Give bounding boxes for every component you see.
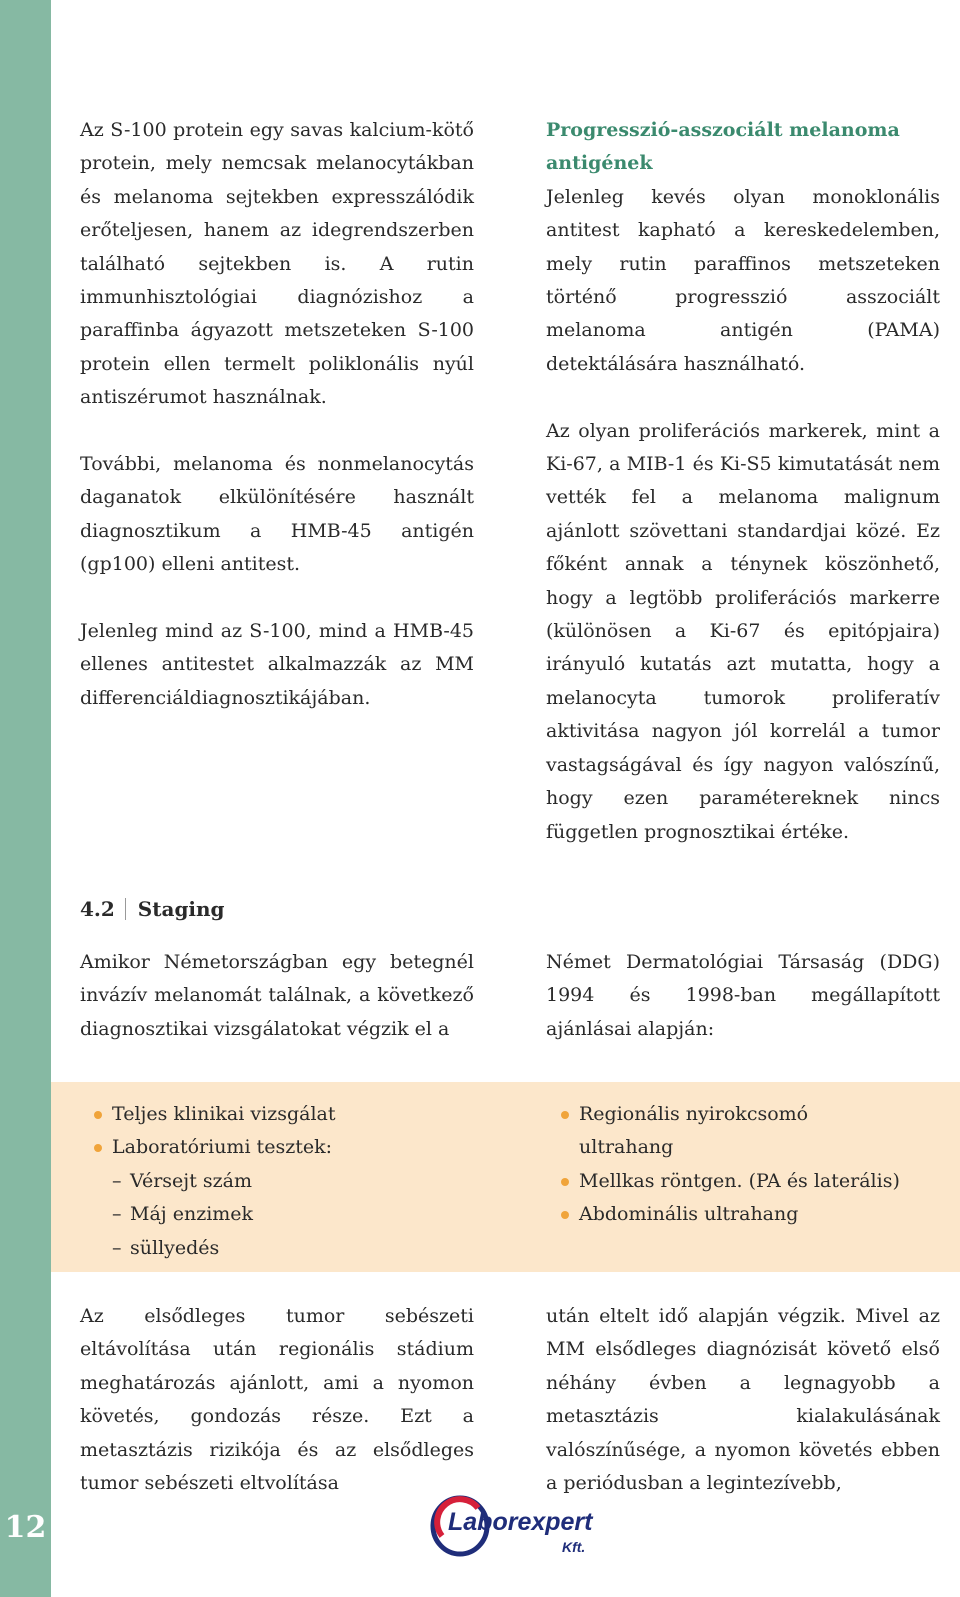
bullet-icon bbox=[94, 1144, 102, 1152]
left-column-top bbox=[80, 114, 474, 715]
dash-icon: – bbox=[112, 1203, 122, 1226]
paragraph-pama: Jelenleg kevés olyan monoklonális antitest kapható a kereskedelemben, mely rutin paraffinos metszeteken történő progresszió asszociált melanoma antigén (PAMA) detektálására használható. bbox=[546, 185, 940, 375]
staging-intro-left-text: Amikor Németországban egy betegnél invázív melanomát találnak, a következő diagnosztikai vizsgálatokat végzik el a bbox=[80, 951, 474, 1040]
bottom-paragraph-left: Az elsődleges tumor sebészeti eltávolítása után regionális stádium meghatározás ajánlott, ami a nyomon követés, gondozás része. Ezt a metasztázis rizikója és az elsődleges tumor sebészeti eltvolítása bbox=[80, 1305, 474, 1495]
sub-list-item: – Máj enzimek bbox=[94, 1198, 474, 1231]
heading-divider bbox=[125, 898, 126, 920]
dash-icon: – bbox=[112, 1236, 122, 1259]
list-item: Mellkas röntgen. (PA és laterális) bbox=[561, 1165, 941, 1198]
list-item: Regionális nyirokcsomó ultrahang bbox=[561, 1098, 819, 1165]
list-item: Teljes klinikai vizsgálat bbox=[94, 1098, 474, 1131]
paragraph-differential: Jelenleg mind az S-100, mind a HMB-45 ellenes antitestet alkalmazzák az MM differenciáldiagnosztikájában. bbox=[80, 620, 474, 709]
right-column-top bbox=[546, 114, 940, 849]
page-number: 12 bbox=[4, 1510, 47, 1545]
laborexpert-logo bbox=[428, 1492, 608, 1564]
bottom-text-right bbox=[546, 1300, 940, 1500]
staging-intro-right bbox=[546, 946, 940, 1046]
bottom-paragraph-right: után eltelt idő alapján végzik. Mivel az MM elsődleges diagnózisát követő első néhány évben a legnagyobb a metasztázis kialakulásának valószínűsége, a nyomon követés ebben a periódusban a legintezívebb, bbox=[546, 1305, 940, 1495]
paragraph-proliferation: Az olyan proliferációs markerek, mint a Ki-67, a MIB-1 és Ki-S5 kimutatását nem vették fel a melanoma malignum ajánlott szövettani standardjai közé. Ez főként annak a ténynek köszönhető, hogy a legtöbb proliferációs markerre (különösen a Ki-67 és epitópjaira) irányuló kutatás azt mutatta, hogy a melanocyta tumorok proliferatív aktivitása nagyon jól korrelál a tumor vastagságával és így nagyon valószínű, hogy ezen paramétereknek nincs független prognosztikai értéke. bbox=[546, 419, 940, 843]
bottom-text-left bbox=[80, 1300, 474, 1500]
bullet-icon bbox=[94, 1111, 102, 1119]
staging-intro-right-text: Német Dermatológiai Társaság (DDG) 1994 és 1998-ban megállapított ajánlásai alapján: bbox=[546, 951, 940, 1040]
exam-list-left bbox=[94, 1098, 474, 1265]
list-item: Abdominális ultrahang bbox=[561, 1198, 941, 1231]
staging-intro-left bbox=[80, 946, 474, 1046]
subheading-pama: Progresszió-asszociált melanoma antigének bbox=[546, 119, 900, 175]
dash-icon: – bbox=[112, 1169, 122, 1192]
sub-list-item: – Vérsejt szám bbox=[94, 1165, 474, 1198]
section-number: 4.2 bbox=[80, 897, 115, 921]
section-heading bbox=[80, 895, 225, 923]
paragraph-s100: Az S-100 protein egy savas kalcium-kötő protein, mely nemcsak melanocytákban és melanoma sejtekben expresszálódik erőteljesen, hanem az idegrendszerben található sejtekben is. A rutin immunhisztológiai diagnózishoz a paraffinba ágyazott metszeteken S-100 protein ellen termelt poliklonális nyúl antiszérumot használnak. bbox=[80, 119, 474, 409]
bullet-icon bbox=[561, 1111, 569, 1119]
paragraph-hmb45: További, melanoma és nonmelanocytás daganatok elkülönítésére használt diagnosztikum a HMB-45 antigén (gp100) elleni antitest. bbox=[80, 453, 474, 576]
logo-suffix: Kft. bbox=[562, 1539, 586, 1555]
bullet-icon bbox=[561, 1178, 569, 1186]
bullet-icon bbox=[561, 1211, 569, 1219]
side-color-bar bbox=[0, 0, 51, 1597]
logo-wordmark: Laborexpert bbox=[448, 1508, 593, 1536]
sub-list-item: – süllyedés bbox=[94, 1232, 474, 1265]
list-item: Laboratóriumi tesztek: bbox=[94, 1131, 474, 1164]
exam-list-right bbox=[561, 1098, 941, 1232]
section-title: Staging bbox=[137, 897, 225, 921]
